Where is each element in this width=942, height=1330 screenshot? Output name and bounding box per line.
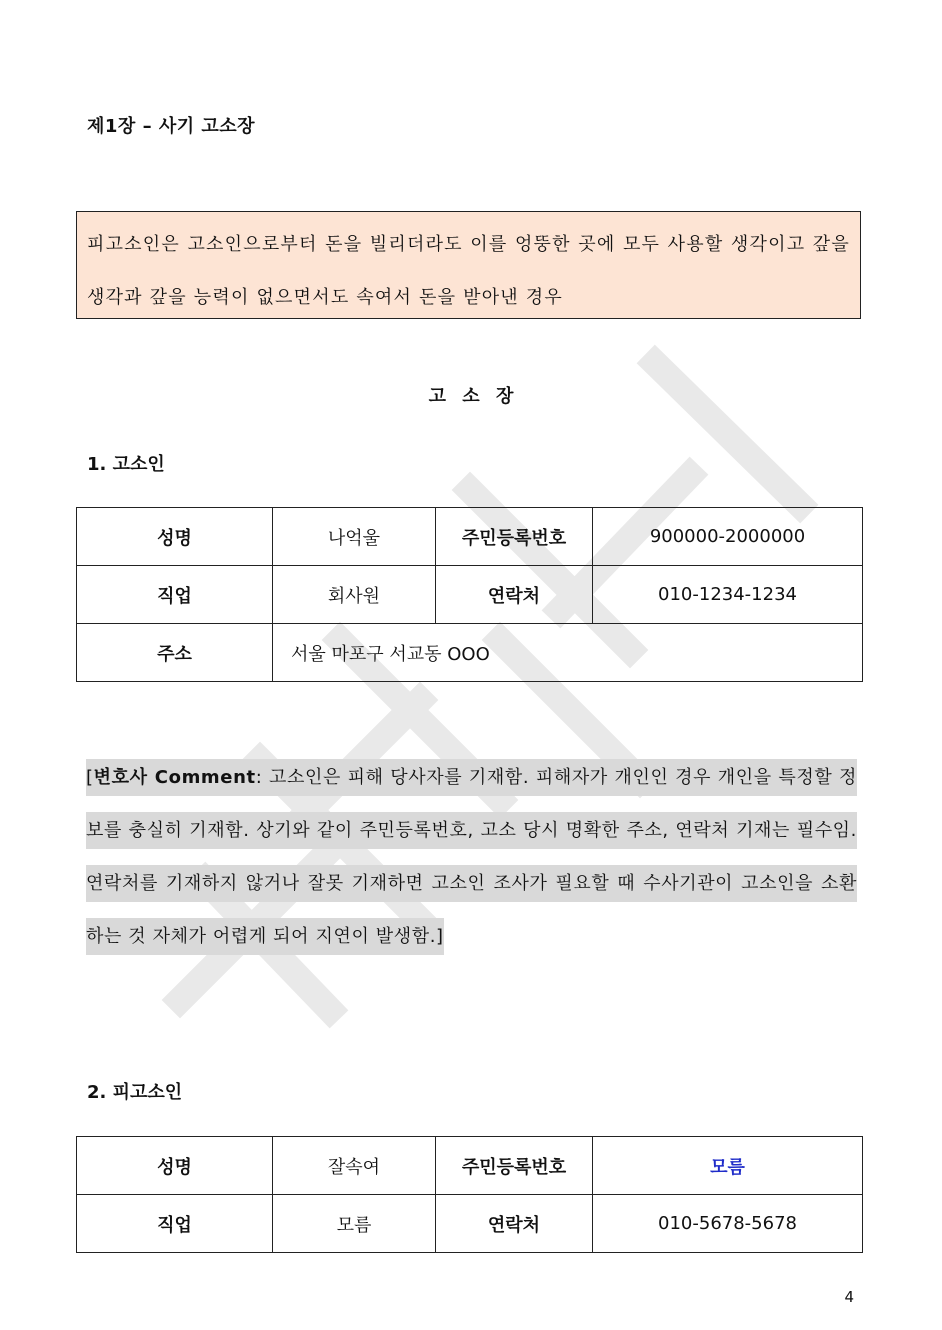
name-value: 나억울 bbox=[273, 508, 436, 566]
table-row bbox=[77, 1137, 863, 1195]
contact-label: 연락처 bbox=[436, 1195, 593, 1253]
contact-label: 연락처 bbox=[436, 566, 593, 624]
comment-text: : 고소인은 피해 당사자를 기재함. 피해자가 개인인 경우 개인을 특정할 정보를 충실히 기재함. 상기와 같이 주민등록번호, 고소 당시 명확한 주소, 연락처 기재는 필수임. 연락처를 기재하지 않거나 잘못 기재하면 고소인 조사가 필요할 때 수사기관이 고소인을 소환하는 것 자체가 어렵게 되어 지연이 발생함.] bbox=[86, 767, 857, 947]
comment-highlight bbox=[86, 759, 857, 955]
job-value: 모름 bbox=[273, 1195, 436, 1253]
table-row bbox=[77, 566, 863, 624]
job-label: 직업 bbox=[77, 566, 273, 624]
table-row bbox=[77, 624, 863, 682]
document-title: 고 소 장 bbox=[428, 386, 514, 407]
accused-table bbox=[76, 1136, 863, 1253]
table-row bbox=[77, 508, 863, 566]
complainant-table bbox=[76, 507, 863, 682]
comment-open-bracket: [ bbox=[86, 767, 94, 788]
job-value: 회사원 bbox=[273, 566, 436, 624]
accused-heading: 2. 피고소인 bbox=[87, 1082, 183, 1103]
summary-box bbox=[76, 211, 861, 319]
comment-label: 변호사 Comment bbox=[93, 767, 256, 788]
name-label: 성명 bbox=[77, 508, 273, 566]
name-label: 성명 bbox=[77, 1137, 273, 1195]
contact-value: 010-1234-1234 bbox=[593, 566, 863, 624]
rrn-label: 주민등록번호 bbox=[436, 508, 593, 566]
rrn-value: 900000-2000000 bbox=[593, 508, 863, 566]
table-row bbox=[77, 1195, 863, 1253]
chapter-title: 제1장 – 사기 고소장 bbox=[87, 116, 256, 137]
summary-text: 피고소인은 고소인으로부터 돈을 빌리더라도 이를 엉뚱한 곳에 모두 사용할 생각이고 갚을 생각과 갚을 능력이 없으면서도 속여서 돈을 받아낸 경우 bbox=[87, 234, 850, 308]
lawyer-comment bbox=[86, 751, 857, 963]
address-label: 주소 bbox=[77, 624, 273, 682]
complainant-heading: 1. 고소인 bbox=[87, 454, 165, 475]
rrn-label: 주민등록번호 bbox=[436, 1137, 593, 1195]
page-number: 4 bbox=[844, 1288, 854, 1306]
contact-value: 010-5678-5678 bbox=[593, 1195, 863, 1253]
rrn-value: 모름 bbox=[593, 1137, 863, 1195]
job-label: 직업 bbox=[77, 1195, 273, 1253]
name-value: 잘속여 bbox=[273, 1137, 436, 1195]
address-value: 서울 마포구 서교동 OOO bbox=[273, 624, 863, 682]
